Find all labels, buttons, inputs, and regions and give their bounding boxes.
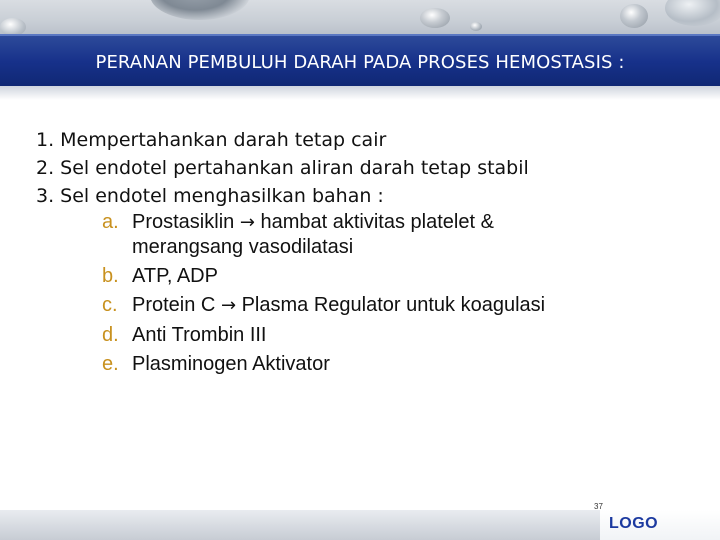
right-arrow-icon: → [220,295,237,316]
sub-item-text: Prostasiklin [132,211,240,233]
sub-item-e [36,352,696,376]
sub-item-text: ATP, ADP [132,265,218,287]
sub-item-letter: e. [102,353,119,375]
sub-item-d [36,323,696,347]
sub-item-text: Protein C [132,294,221,316]
numbered-item-3: 3. Sel endotel menghasilkan bahan : [36,185,384,207]
sub-item-letter: a. [102,211,119,233]
title-bar-shadow [0,86,720,100]
water-drop-shape [420,8,450,28]
sub-item-list [36,210,696,376]
sub-item-text: Anti Trombin III [132,324,267,346]
numbered-item-2: 2. Sel endotel pertahankan aliran darah tetap stabil [36,157,529,179]
water-drop-shape [665,0,720,26]
logo: LOGO [609,515,659,532]
sub-item-b [36,264,696,288]
slide-title: PERANAN PEMBULUH DARAH PADA PROSES HEMOSTASIS : [95,52,625,73]
sub-item-text: Plasminogen Aktivator [132,353,330,375]
sub-item-text-continued: merangsang vasodilatasi [132,236,354,258]
sub-item-c [36,293,696,318]
sub-item-text: hambat aktivitas platelet & [254,211,494,233]
water-drop-shape [150,0,250,20]
sub-item-text: Plasma Regulator untuk koagulasi [236,294,546,316]
title-bar [0,34,720,88]
sub-item-letter: d. [102,324,119,346]
sub-item-letter: b. [102,265,119,287]
page-number: 37 [594,502,603,511]
water-drop-shape [470,22,482,31]
sub-item-letter: c. [102,294,118,316]
sub-item-a [36,210,696,259]
slide-content [36,126,696,381]
water-drop-shape [620,4,648,28]
numbered-item-1: 1. Mempertahankan darah tetap cair [36,129,387,151]
right-arrow-icon: → [239,212,255,233]
